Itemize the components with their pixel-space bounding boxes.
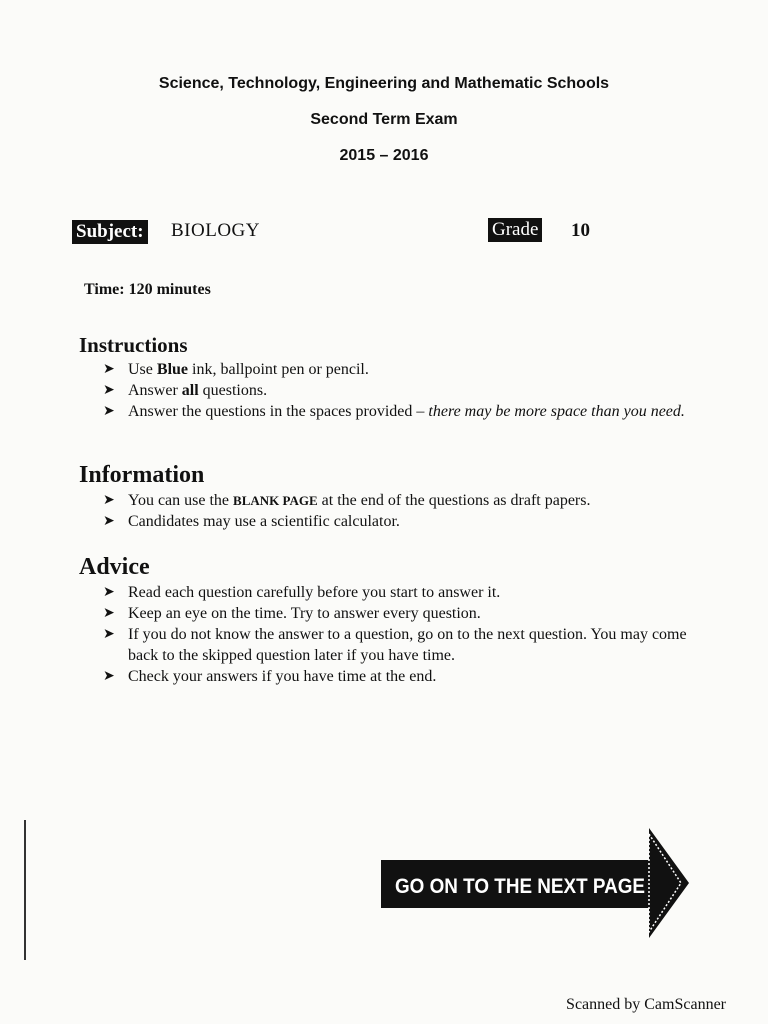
scan-edge-mark [24,820,26,960]
exam-title: Second Term Exam [310,111,458,128]
list-item: ➤ Use Blue ink, ballpoint pen or pencil. [103,361,369,378]
arrow-bullet-icon: ➤ [103,606,115,621]
arrow-bullet-icon: ➤ [103,669,115,684]
advice-title: Advice [79,554,150,580]
next-page-text: GO ON TO THE NEXT PAGE [395,875,645,898]
information-list [103,490,703,532]
list-item: ➤ Answer the questions in the spaces provided – there may be more space than you need. [103,403,685,420]
arrow-bullet-icon: ➤ [103,627,115,642]
list-item: ➤ Check your answers if you have time at the end. [103,668,437,685]
school-name: Science, Technology, Engineering and Mathematic Schools [158,75,610,92]
instructions-title: Instructions [79,333,188,357]
list-item: ➤ Read each question carefully before you start to answer it. [103,584,501,601]
list-item: ➤ Candidates may use a scientific calculator. [103,513,400,530]
advice-list [103,582,703,687]
list-item: ➤ Answer all questions. [103,382,268,399]
instructions-list [103,359,703,422]
list-item: ➤ If you do not know the answer to a question, go on to the next question. You may come back to the skipped question later if you have time. [103,626,687,664]
subject-label: Subject: [72,220,148,244]
arrow-bullet-icon: ➤ [103,362,115,377]
grade-label: Grade [488,218,542,242]
exam-year: 2015 – 2016 [339,147,429,164]
information-title: Information [79,462,205,488]
list-item: ➤ You can use the BLANK PAGE at the end of the questions as draft papers. [103,492,591,509]
arrow-bullet-icon: ➤ [103,514,115,529]
arrow-bullet-icon: ➤ [103,383,115,398]
arrow-bullet-icon: ➤ [103,404,115,419]
subject-value: BIOLOGY [171,220,260,241]
arrow-bullet-icon: ➤ [103,493,115,508]
grade-value: 10 [571,220,590,241]
arrow-bullet-icon: ➤ [103,585,115,600]
time-limit: Time: 120 minutes [84,281,211,298]
list-item: ➤ Keep an eye on the time. Try to answer every question. [103,605,481,622]
scanner-watermark: Scanned by CamScanner [566,996,726,1013]
next-page-arrow [381,828,689,938]
